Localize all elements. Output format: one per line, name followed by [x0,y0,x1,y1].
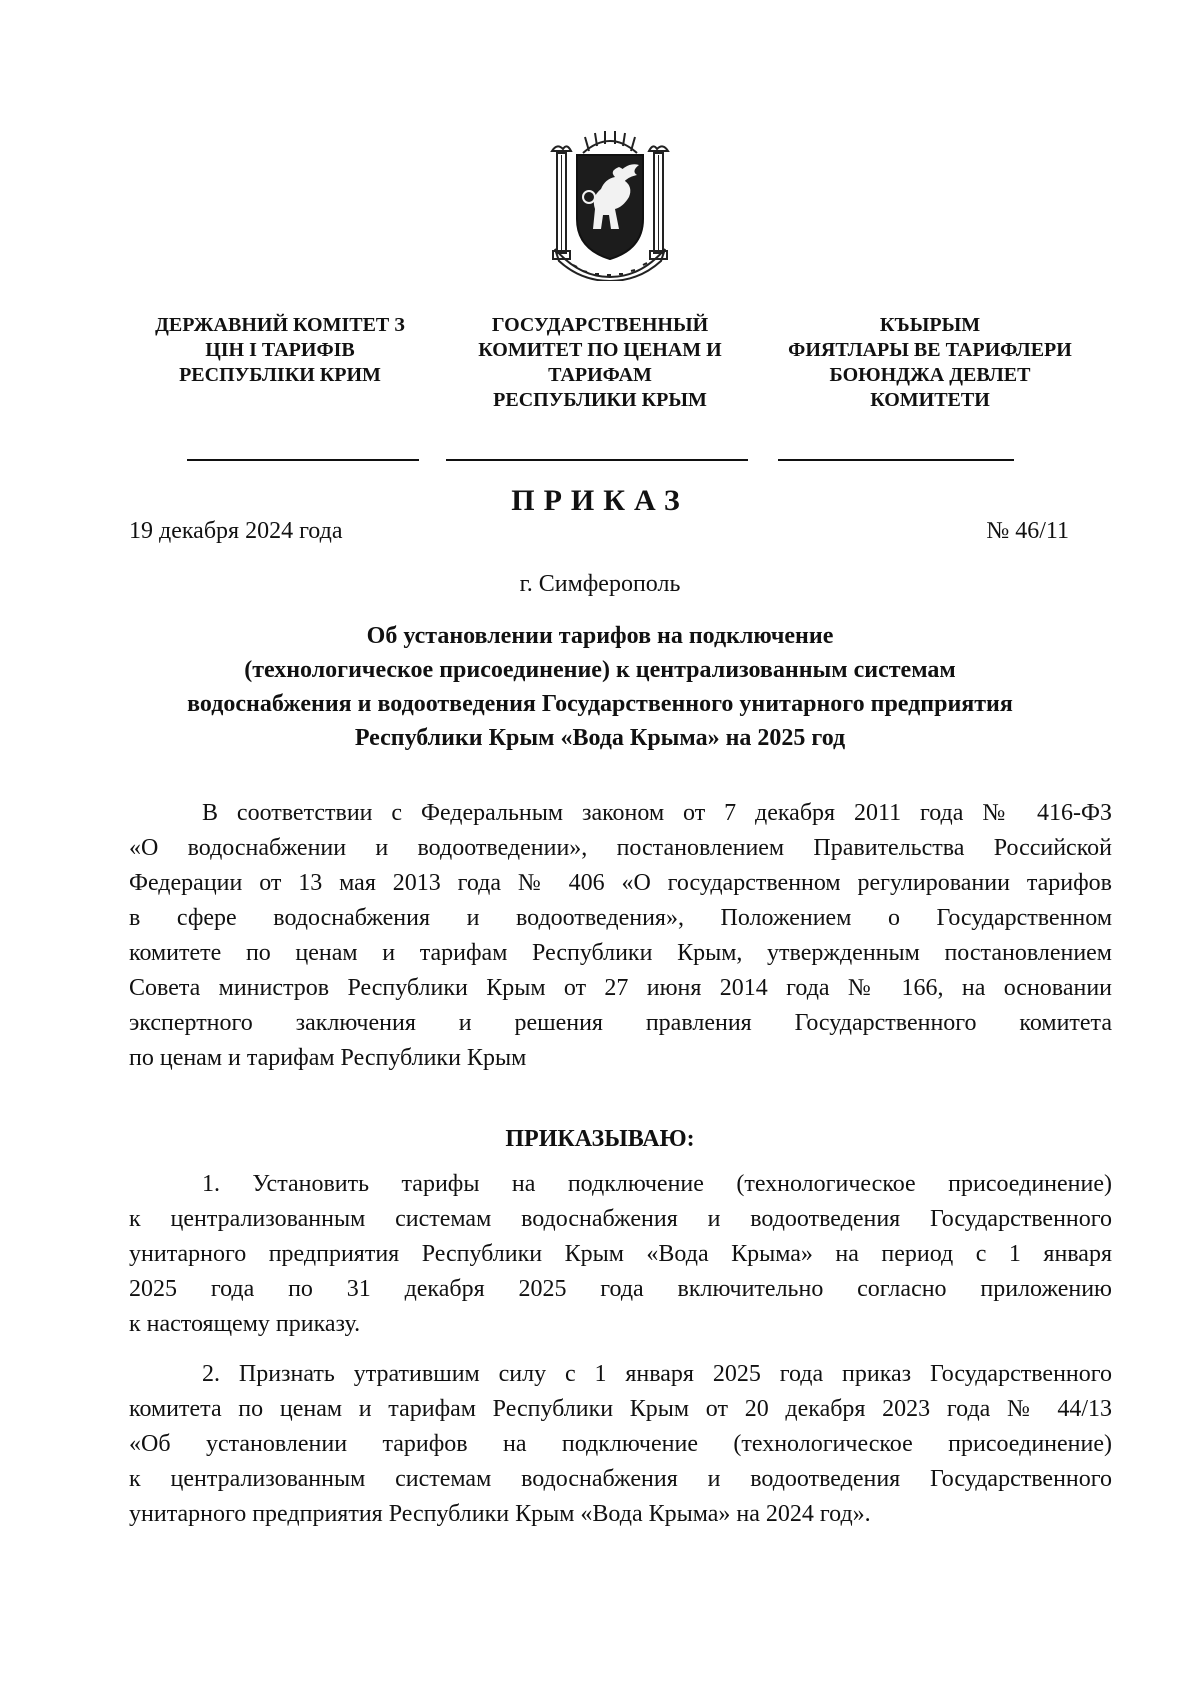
subject-line: Об установлении тарифов на подключение [366,623,834,649]
header-line: КЪЫРЫМ [879,314,981,336]
header-divider [778,459,1014,461]
subject-line: водоснабжения и водоотведения Государственного унитарного предприятия [187,691,1013,717]
header-line: КОМИТЕТИ [870,389,990,411]
subject-line: Республики Крым «Вода Крыма» на 2025 год [354,725,846,751]
crimea-coat-of-arms-icon [549,131,671,281]
order-title: ПРИКАЗ [511,484,689,517]
order-item-1 [129,1167,1112,1342]
order-city: г. Симферополь [519,571,681,597]
paragraph-line: к централизованным системам водоснабжения и водоотведения Государственного [129,1206,1112,1232]
paragraph-line: В соответствии с Федеральным законом от 7 декабря 2011 года № 416-ФЗ [202,800,1112,826]
paragraph-line: «Об установлении тарифов на подключение (технологическое присоединение) [129,1431,1112,1457]
paragraph-line: 1. Установить тарифы на подключение (технологическое присоединение) [202,1171,1112,1197]
paragraph-line: Федерации от 13 мая 2013 года № 406 «О государственном регулировании тарифов [129,870,1112,896]
header-divider [446,459,748,461]
paragraph-line: к централизованным системам водоснабжения и водоотведения Государственного [129,1466,1112,1492]
order-number: № 46/11 [986,518,1069,544]
paragraph-line: 2. Признать утратившим силу с 1 января 2025 года приказ Государственного [202,1361,1112,1387]
header-line: ТАРИФАМ [548,364,652,386]
header-line: ГОСУДАРСТВЕННЫЙ [491,314,709,336]
paragraph-line: комитете по ценам и тарифам Республики Крым, утвержденным постановлением [129,940,1112,966]
order-date: 19 декабря 2024 года [129,518,343,544]
header-line: КОМИТЕТ ПО ЦЕНАМ И [478,339,722,361]
header-divider [187,459,419,461]
paragraph-line: по ценам и тарифам Республики Крым [129,1045,527,1071]
paragraph-line: 2025 года по 31 декабря 2025 года включительно согласно приложению [129,1276,1112,1302]
header-line: РЕСПУБЛИКИ КРЫМ [493,389,707,411]
header-crimean-tatar [780,313,1080,413]
subject-line: (технологическое присоединение) к централизованным системам [244,657,956,683]
paragraph-line: комитета по ценам и тарифам Республики Крым от 20 декабря 2023 года № 44/13 [129,1396,1112,1422]
decree-heading: ПРИКАЗЫВАЮ: [505,1126,695,1152]
order-subject [120,619,1080,755]
paragraph-line: «О водоснабжении и водоотведении», постановлением Правительства Российской [129,835,1112,861]
header-ukrainian [145,313,415,388]
header-line: РЕСПУБЛІКИ КРИМ [179,364,381,386]
paragraph-line: к настоящему приказу. [129,1311,361,1337]
header-line: ФИЯТЛАРЫ ВЕ ТАРИФЛЕРИ [788,339,1072,361]
paragraph-line: унитарного предприятия Республики Крым «Вода Крыма» на 2024 год». [129,1501,871,1527]
paragraph-line: Совета министров Республики Крым от 27 июня 2014 года № 166, на основании [129,975,1112,1001]
order-item-2 [129,1357,1112,1532]
header-line: ДЕРЖАВНИЙ КОМІТЕТ З [155,314,405,336]
paragraph-line: в сфере водоснабжения и водоотведения», Положением о Государственном [129,905,1112,931]
paragraph-line: унитарного предприятия Республики Крым «Вода Крыма» на период с 1 января [129,1241,1112,1267]
header-line: БОЮНДЖА ДЕВЛЕТ [829,364,1031,386]
paragraph-line: экспертного заключения и решения правления Государственного комитета [129,1010,1112,1036]
header-line: ЦІН І ТАРИФІВ [205,339,355,361]
header-russian [455,313,745,413]
preamble-paragraph [129,796,1112,1076]
